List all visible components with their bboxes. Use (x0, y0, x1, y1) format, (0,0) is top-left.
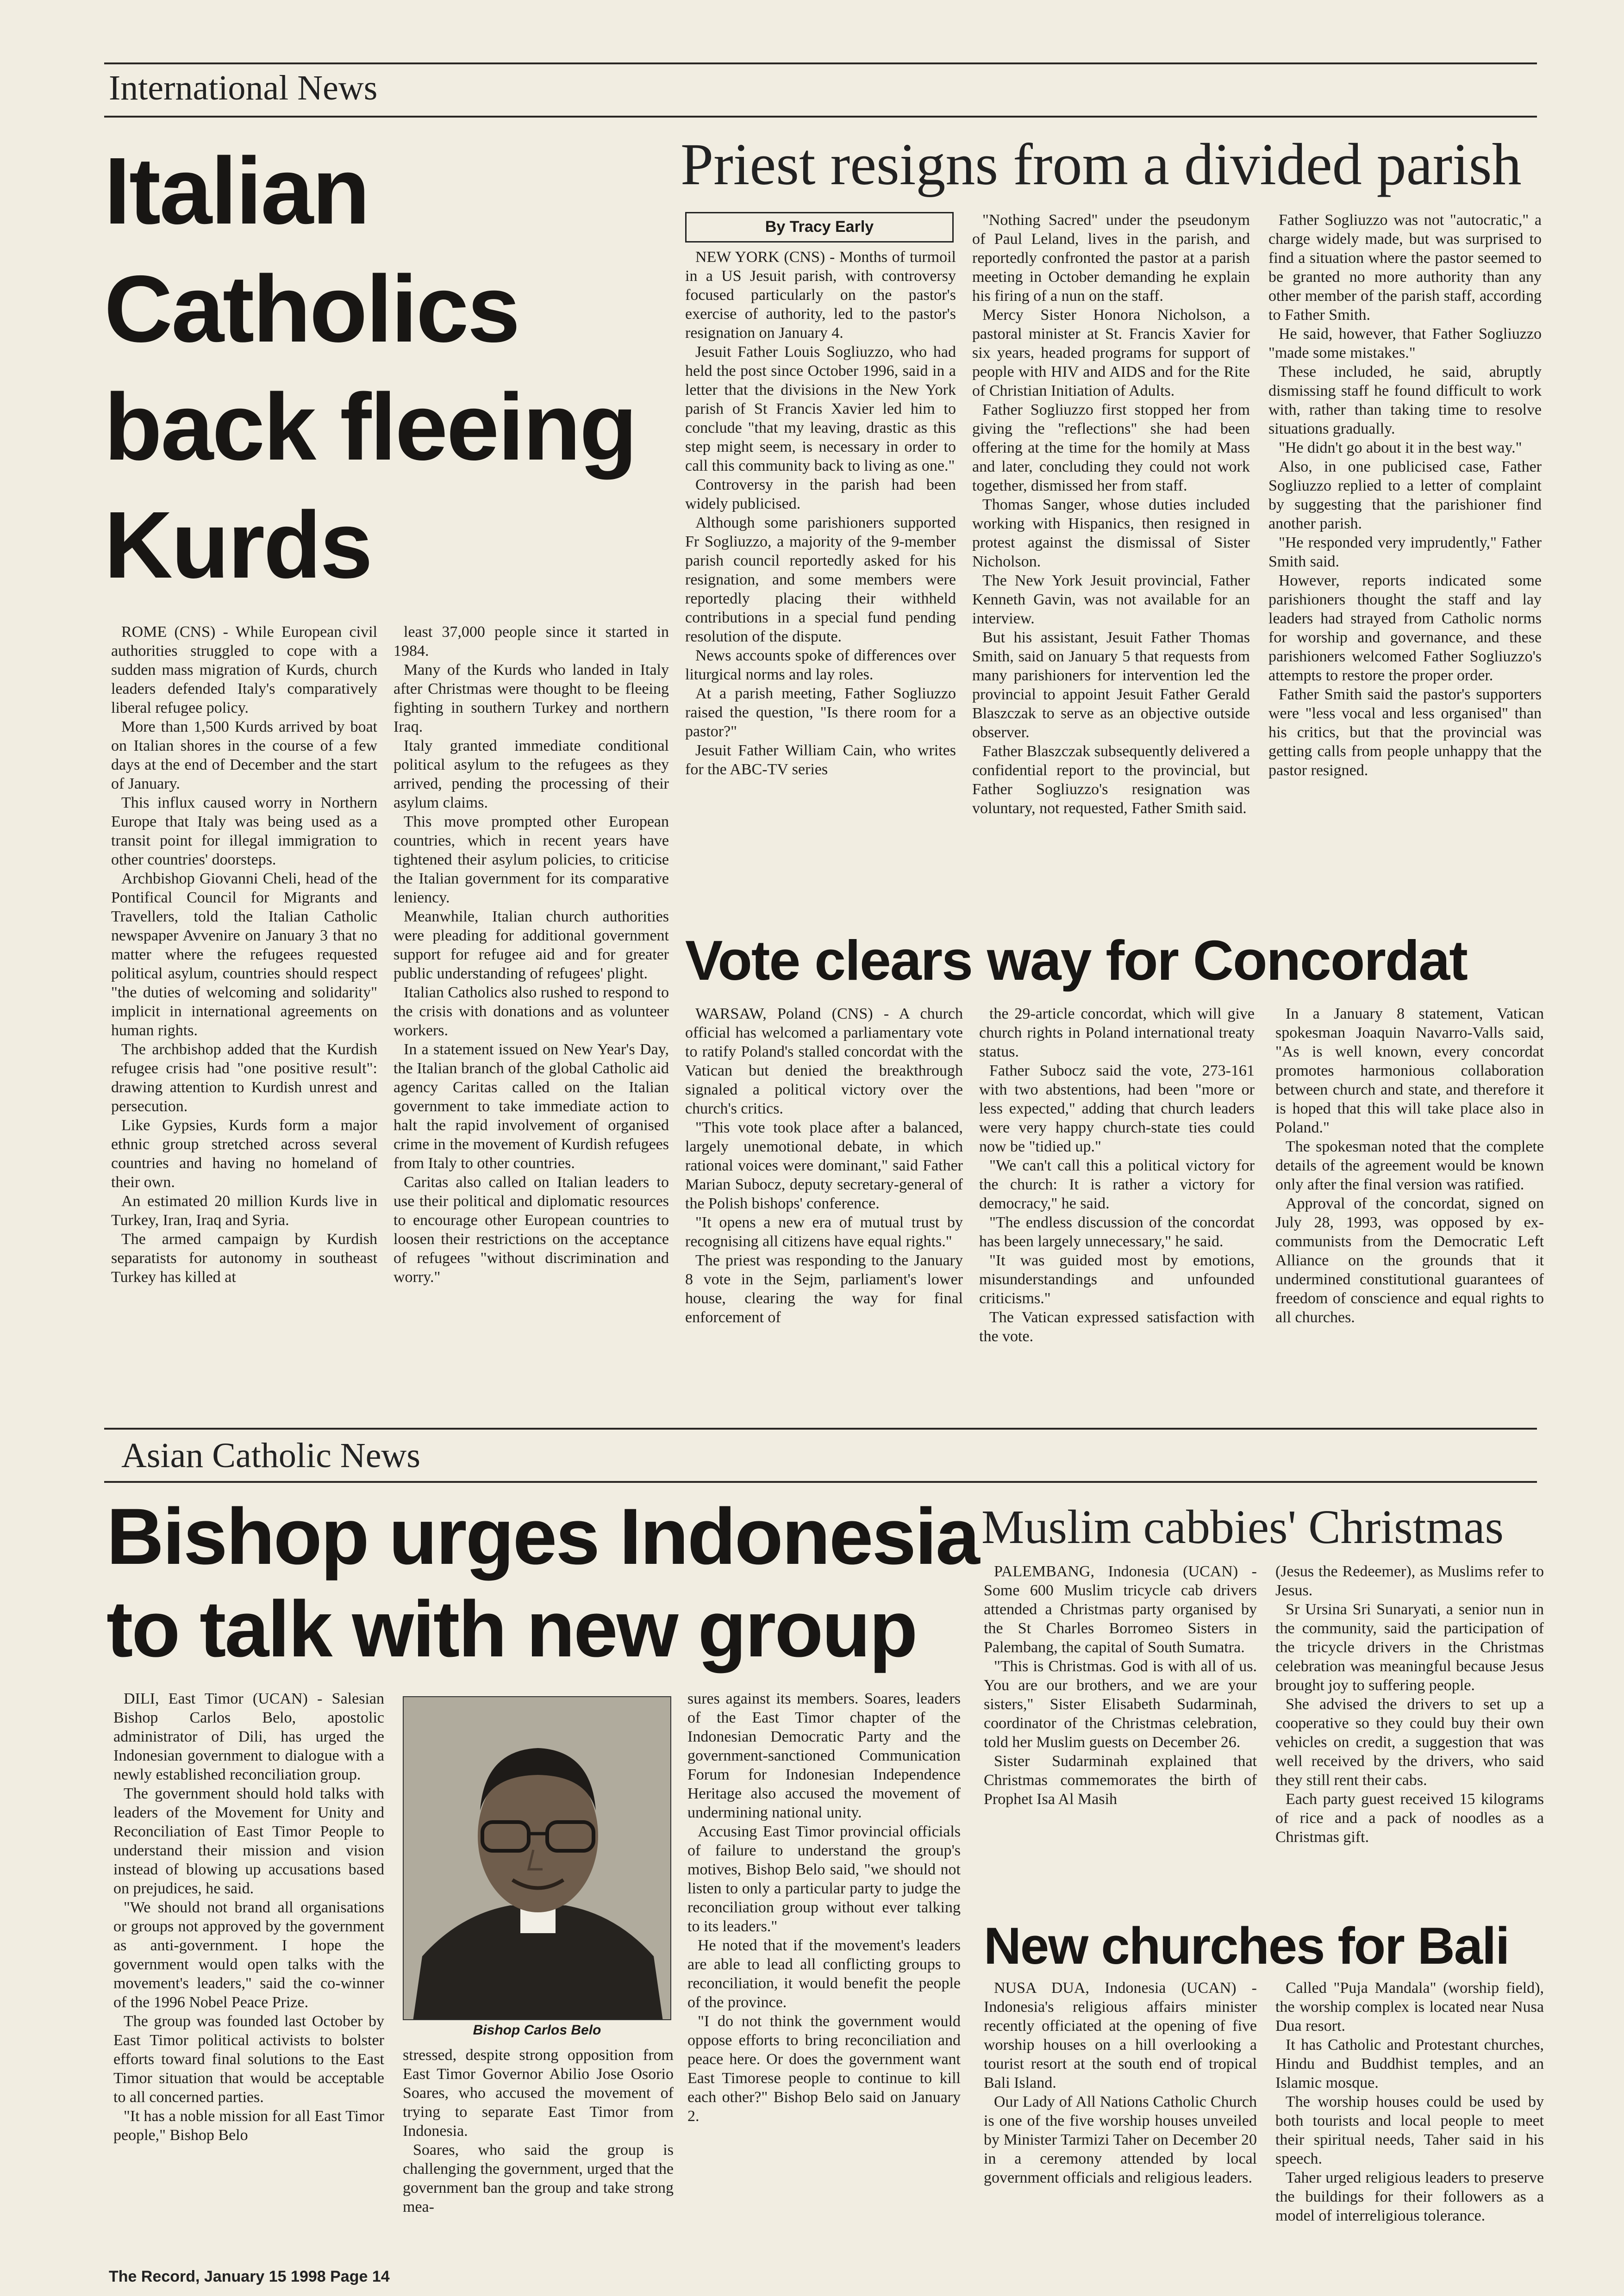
paragraph: NEW YORK (CNS) - Months of turmoil in a US Jesuit parish, with controversy focused particularly on the pastor's exercise of authority, led to the pastor's resignation on January 4. (685, 249, 956, 342)
cabbies-headline: Muslim cabbies' Christmas (981, 1500, 1504, 1554)
paragraph: The spokesman noted that the complete details of the agreement would be known only after the final version was ratified. (1275, 1138, 1544, 1193)
priest-column-3 (1268, 211, 1542, 914)
paragraph: WARSAW, Poland (CNS) - A church official has welcomed a parliamentary vote to ratify Poland's stalled concordat with the Vatican but denied the breakthrough signaled a political victory over the church's critics. (685, 1005, 963, 1117)
concordat-headline: Vote clears way for Concordat (685, 929, 1467, 992)
paragraph: In a January 8 statement, Vatican spokesman Joaquin Navarro-Valls said, "As is well known, every concordat promotes harmonious collaboration between church and state, and therefore it is hoped that this will take place also in Poland." (1275, 1005, 1544, 1136)
indonesia-headline-line: to talk with new group (106, 1585, 917, 1674)
paragraph: Caritas also called on Italian leaders to use their political and diplomatic resources to encourage other European countries to loosen their restrictions on the acceptance of refugees "without discrimination and worry." (394, 1174, 669, 1286)
paragraph: Also, in one publicised case, Father Sogliuzzo replied to a letter of complaint by suggesting that the parishioner find another parish. (1268, 458, 1542, 532)
section-label-asian: Asian Catholic News (121, 1436, 420, 1475)
paragraph: Accusing East Timor provincial officials of failure to understand the group's motives, Bishop Belo said, "we should not listen to only a particular party to judge the reconciliation group without ever talking to its leaders." (687, 1823, 961, 1935)
paragraph: NUSA DUA, Indonesia (UCAN) - Indonesia's religious affairs minister recently officiated at the opening of five worship houses on a hill overlooking a tourist resort at the south end of tropical Bali Island. (984, 1979, 1257, 2091)
paragraph: "It has a noble mission for all East Timor people," Bishop Belo (113, 2108, 384, 2144)
paragraph: It has Catholic and Protestant churches, Hindu and Buddhist temples, and an Islamic mosque. (1275, 2036, 1544, 2091)
paragraph: the 29-article concordat, which will give church rights in Poland international treaty status. (979, 1005, 1255, 1060)
cabbies-column-1 (984, 1562, 1257, 1918)
paragraph: Soares, who said the group is challenging the government, urged that the government ban the group and take strong mea- (403, 2141, 674, 2215)
bishop-portrait-icon (404, 1697, 671, 2020)
paragraph: Many of the Kurds who landed in Italy after Christmas were thought to be fleeing fighting in southern Turkey and northern Iraq. (394, 661, 669, 735)
kurds-headline-line: Kurds (104, 492, 372, 598)
paragraph: These included, he said, abruptly dismissing staff he found difficult to work with, rather than taking time to resolve situations gradually. (1268, 363, 1542, 437)
paragraph: sures against its members. Soares, leaders of the East Timor chapter of the Indonesian Democratic Party and the government-sanctioned Communication Forum for Indonesian Independence Heritage also accused the movement of undermining national unity. (687, 1690, 961, 1821)
paragraph: Taher urged religious leaders to preserve the buildings for their followers as a model of interreligious tolerance. (1275, 2169, 1544, 2224)
paragraph: "We should not brand all organisations or groups not approved by the government as anti-government. I hope the government would open talks with the movement's leaders," said the co-winner of the 1996 Nobel Peace Prize. (113, 1899, 384, 2011)
kurds-column-1 (111, 622, 377, 1419)
page-footer: The Record, January 15 1998 Page 14 (109, 2268, 390, 2285)
paragraph: The priest was responding to the January 8 vote in the Sejm, parliament's lower house, clearing the way for final enforcement of (685, 1252, 963, 1326)
paragraph: Italian Catholics also rushed to respond to the crisis with donations and as volunteer workers. (394, 984, 669, 1039)
priest-column-2 (972, 211, 1250, 914)
mid-rule (104, 1428, 1537, 1430)
paragraph: The armed campaign by Kurdish separatists for autonomy in southeast Turkey has killed at (111, 1231, 377, 1286)
bali-column-2 (1275, 1979, 1544, 2265)
photo-caption: Bishop Carlos Belo (473, 2022, 601, 2038)
paragraph: The group was founded last October by East Timor political activists to bolster efforts toward final solutions to the East Timor situation that would be acceptable to all concerned parties. (113, 2013, 384, 2106)
paragraph: Called "Puja Mandala" (worship field), the worship complex is located near Nusa Dua resort. (1275, 1979, 1544, 2035)
paragraph: Approval of the concordat, signed on July 28, 1993, was opposed by ex-communists from the Democratic Left Alliance on the grounds that it undermined constitutional guarantees of freedom of conscience and equal rights to all churches. (1275, 1195, 1544, 1326)
paragraph: In a statement issued on New Year's Day, the Italian branch of the global Catholic aid agency Caritas called on the Italian government to take immediate action to halt the rapid involvement of organised crime in the movement of Kurdish refugees from Italy to other countries. (394, 1041, 669, 1172)
paragraph: Archbishop Giovanni Cheli, head of the Pontifical Council for Migrants and Travellers, told the Italian Catholic newspaper Avvenire on January 3 that no matter where the refugees requested political asylum, countries should respect "the duties of welcoming and solidarity" implicit in international agreements on human rights. (111, 870, 377, 1039)
paragraph: Like Gypsies, Kurds form a major ethnic group stretched across several countries and having no homeland of their own. (111, 1117, 377, 1191)
paragraph: "It was guided most by emotions, misunderstandings and unfounded criticisms." (979, 1252, 1255, 1307)
paragraph: (Jesus the Redeemer), as Muslims refer to Jesus. (1275, 1563, 1544, 1599)
paragraph: More than 1,500 Kurds arrived by boat on Italian shores in the course of a few days at the end of December and the start of January. (111, 718, 377, 792)
kurds-headline-line: Catholics (104, 256, 519, 362)
section-rule (104, 116, 1537, 118)
paragraph: Jesuit Father Louis Sogliuzzo, who had held the post since October 1996, said in a letter that the divisions in the New York parish of St Francis Xavier led him to conclude "that my leaving, drastic as this step might seem, is necessary in order to call this community back to living as one." (685, 343, 956, 474)
paragraph: The worship houses could be used by both tourists and local people to meet their spiritual needs, Taher said in his speech. (1275, 2093, 1544, 2167)
indonesia-column-1 (113, 1689, 384, 2263)
paragraph: At a parish meeting, Father Sogliuzzo raised the question, "Is there room for a pastor?" (685, 685, 956, 740)
paragraph: The New York Jesuit provincial, Father Kenneth Gavin, was not available for an interview. (972, 572, 1250, 627)
concordat-column-3 (1275, 1004, 1544, 1412)
paragraph: "We can't call this a political victory for the church: It is rather a victory for democracy," he said. (979, 1157, 1255, 1212)
section-label-international: International News (109, 68, 378, 107)
paragraph: "The endless discussion of the concordat has been largely unnecessary," he said. (979, 1214, 1255, 1250)
paragraph: "This vote took place after a balanced, largely unemotional debate, in which rational voices were dominant," said Father Marian Subocz, deputy secretary-general of the Polish bishops' conference. (685, 1119, 963, 1212)
paragraph: The government should hold talks with leaders of the Movement for Unity and Reconciliation of East Timor People to understand their mission and vision instead of blowing up accusations based on prejudices, he said. (113, 1785, 384, 1897)
paragraph: DILI, East Timor (UCAN) - Salesian Bishop Carlos Belo, apostolic administrator of Dili, has urged the Indonesian government to dialogue with a newly established reconciliation group. (113, 1690, 384, 1783)
paragraph: This move prompted other European countries, which in recent years have tightened their asylum policies, to criticise the Italian government for its comparative leniency. (394, 813, 669, 906)
indonesia-column-3 (687, 1689, 961, 2263)
paragraph: "He didn't go about it in the best way." (1279, 439, 1522, 456)
bali-column-1 (984, 1979, 1257, 2265)
paragraph: Father Sogliuzzo first stopped her from giving the "reflections" she had been offering at the time for the homily at Mass and later, concluding they could not work together, dismissed her from staff. (972, 401, 1250, 494)
paragraph: Although some parishioners supported Fr Sogliuzzo, a majority of the 9-member parish council reportedly asked for his resignation, and some members were reportedly placing their withheld contributions in a special fund pending resolution of the dispute. (685, 514, 956, 645)
paragraph: "He responded very imprudently," Father Smith said. (1268, 534, 1542, 570)
indonesia-column-2 (403, 2046, 674, 2263)
paragraph: Sister Sudarminah explained that Christmas commemorates the birth of Prophet Isa Al Masih (984, 1753, 1257, 1808)
paragraph: "Nothing Sacred" under the pseudonym of Paul Leland, lives in the parish, and reportedly confronted the pastor at a parish meeting in October demanding he explain his firing of a nun on the staff. (972, 212, 1250, 305)
paragraph: The Vatican expressed satisfaction with the vote. (979, 1309, 1255, 1345)
kurds-headline-line: back fleeing (104, 374, 636, 480)
paragraph: stressed, despite strong opposition from East Timor Governor Abilio Jose Osorio Soares, who accused the movement of trying to separate East Timor from Indonesia. (403, 2047, 674, 2140)
priest-byline: By Tracy Early (685, 212, 954, 243)
paragraph: This influx caused worry in Northern Europe that Italy was being used as a transit point for illegal immigration to other countries' doorsteps. (111, 794, 377, 868)
paragraph: "This is Christmas. God is with all of us. You are our brothers, and we are your sisters," Sister Elisabeth Sudarminah, coordinator of the Christmas celebration, told her Muslim guests on December 26. (984, 1658, 1257, 1751)
paragraph: He said, however, that Father Sogliuzzo "made some mistakes." (1268, 325, 1542, 361)
paragraph: But his assistant, Jesuit Father Thomas Smith, said on January 5 that requests from many parishioners for intervention led the provincial to appoint Jesuit Father Gerald Blaszczak to serve as an objective outside observer. (972, 629, 1250, 741)
kurds-headline (104, 132, 674, 604)
paragraph: least 37,000 people since it started in 1984. (394, 623, 669, 660)
paragraph: Father Blaszczak subsequently delivered a confidential report to the provincial, but Father Sogliuzzo's resignation was voluntary, not requested, Father Smith said. (972, 743, 1250, 817)
paragraph: ROME (CNS) - While European civil authorities struggled to cope with a sudden mass migration of Kurds, church leaders defended Italy's comparatively liberal refugee policy. (111, 623, 377, 716)
kurds-headline-line: Italian (104, 138, 369, 244)
priest-column-1 (685, 248, 956, 914)
paragraph: She advised the drivers to set up a cooperative so they could buy their own vehicles on credit, a suggestion that was well received by the drivers, who said they still rent their cabs. (1275, 1696, 1544, 1789)
paragraph: PALEMBANG, Indonesia (UCAN) - Some 600 Muslim tricycle cab drivers attended a Christmas party organised by the St Charles Borromeo Sisters in Palembang, the capital of South Sumatra. (984, 1563, 1257, 1656)
cabbies-column-2 (1275, 1562, 1544, 1918)
paragraph: Controversy in the parish had been widely publicised. (685, 476, 956, 512)
paragraph: Each party guest received 15 kilograms of rice and a pack of noodles as a Christmas gift. (1275, 1791, 1544, 1846)
paragraph: An estimated 20 million Kurds live in Turkey, Iran, Iraq and Syria. (111, 1193, 377, 1229)
mid-section-rule (104, 1481, 1537, 1483)
paragraph: "It opens a new era of mutual trust by recognising all citizens have equal rights." (685, 1214, 963, 1250)
paragraph: Mercy Sister Honora Nicholson, a pastoral minister at St. Francis Xavier for six years, headed programs for support of people with HIV and AIDS and for the Rite of Christian Initiation of Adults. (972, 306, 1250, 399)
paragraph: Jesuit Father William Cain, who writes for the ABC-TV series (685, 742, 956, 778)
top-rule (104, 62, 1537, 64)
concordat-column-1 (685, 1004, 963, 1412)
paragraph: News accounts spoke of differences over liturgical norms and lay roles. (685, 647, 956, 683)
indonesia-headline (106, 1490, 979, 1675)
paragraph: Italy granted immediate conditional political asylum to the refugees as they arrived, pending the processing of their asylum claims. (394, 737, 669, 811)
paragraph: "I do not think the government would oppose efforts to bring reconciliation and peace here. Or does the government want East Timorese people to continue to kill each other?" Bishop Belo said on January 2. (687, 2013, 961, 2125)
paragraph: Thomas Sanger, whose duties included working with Hispanics, then resigned in protest against the dismissal of Sister Nicholson. (972, 496, 1250, 570)
paragraph: Father Sogliuzzo was not "autocratic," a charge widely made, but was surprised to find a situation where the pastor seemed to be granted no more authority than any other member of the parish staff, according to Father Smith. (1268, 212, 1542, 324)
paragraph: Meanwhile, Italian church authorities were pleading for additional government support for refugee aid and for greater public understanding of refugees' plight. (394, 908, 669, 982)
concordat-column-2 (979, 1004, 1255, 1412)
kurds-column-2 (394, 622, 669, 1419)
paragraph: Our Lady of All Nations Catholic Church is one of the five worship houses unveiled by Minister Tarmizi Taher on December 20 in a ceremony attended by local government officials and religious leaders. (984, 2093, 1257, 2186)
bishop-photo (403, 1696, 671, 2020)
indonesia-headline-line: Bishop urges Indonesia (106, 1492, 979, 1581)
paragraph: Sr Ursina Sri Sunaryati, a senior nun in the community, said the participation of the tricycle drivers in the Christmas celebration was meaningful because Jesus brought joy to suffering people. (1275, 1601, 1544, 1694)
priest-headline: Priest resigns from a divided parish (681, 131, 1522, 197)
paragraph: Father Smith said the pastor's supporters were "less vocal and less organised" than his critics, but that the provincial was getting calls from people unhappy that the pastor resigned. (1268, 686, 1542, 779)
bali-headline: New churches for Bali (984, 1917, 1509, 1975)
paragraph: He noted that if the movement's leaders are able to lead all conflicting groups to reconciliation, it would benefit the people of the province. (687, 1937, 961, 2011)
paragraph: Father Subocz said the vote, 273-161 with two abstentions, had been "more or less expected," adding that church leaders were very happy church-state ties could now be "tidied up." (979, 1062, 1255, 1155)
paragraph: However, reports indicated some parishioners thought the staff and lay leaders had strayed from Catholic norms for worship and governance, and these parishioners welcomed Father Sogliuzzo's attempts to restore the proper order. (1268, 572, 1542, 684)
paragraph: The archbishop added that the Kurdish refugee crisis had "one positive result": drawing attention to Kurdish unrest and persecution. (111, 1041, 377, 1115)
